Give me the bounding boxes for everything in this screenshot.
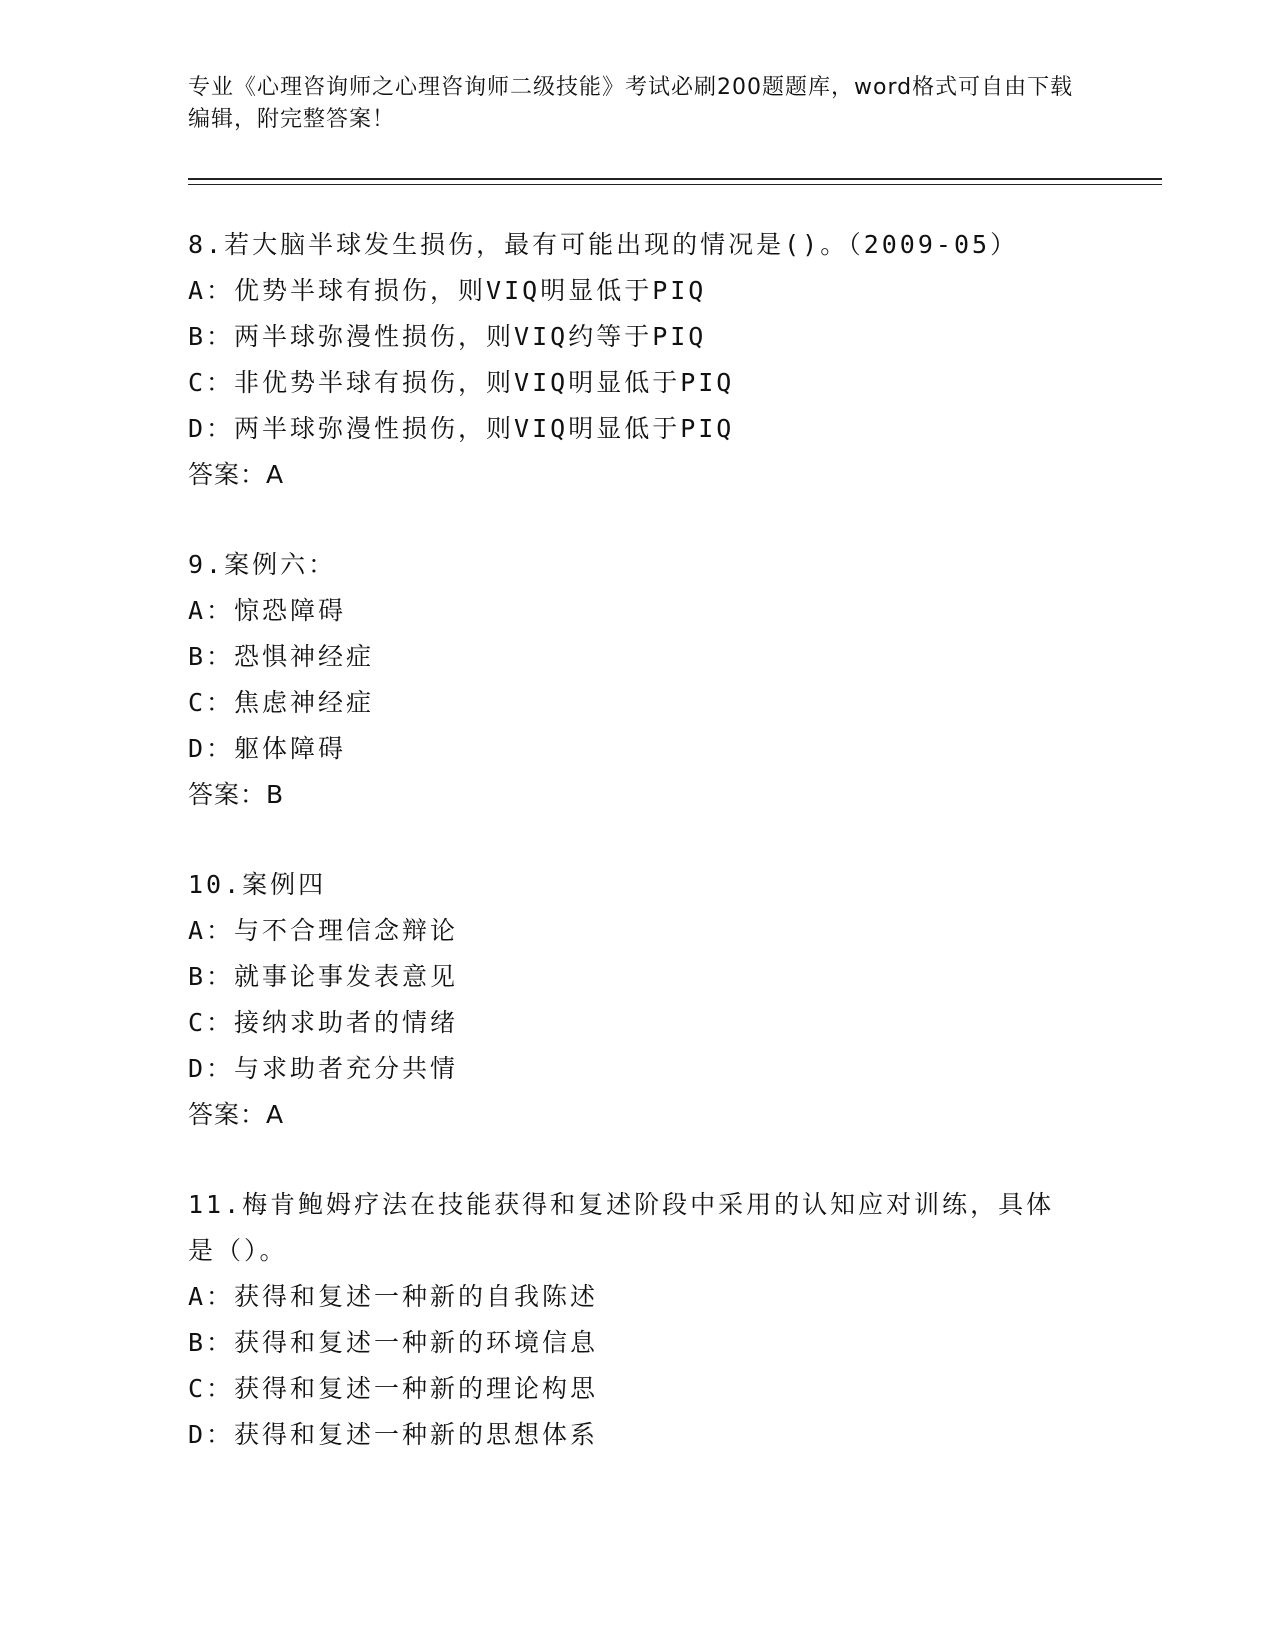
option-c: C：非优势半球有损伤，则VIQ明显低于PIQ	[188, 368, 735, 397]
document-header	[188, 72, 1088, 136]
option-a: A：惊恐障碍	[188, 596, 347, 625]
option-b: B：就事论事发表意见	[188, 962, 459, 991]
option-d: D：获得和复述一种新的思想体系	[188, 1420, 599, 1449]
header-title: 专业《心理咨询师之心理咨询师二级技能》考试必刷200题题库，word格式可自由下载编辑，附完整答案！	[188, 75, 1074, 132]
answer-label: 答案：B	[188, 780, 285, 809]
option-d: D：两半球弥漫性损伤，则VIQ明显低于PIQ	[188, 414, 735, 443]
option-d: D：躯体障碍	[188, 734, 347, 763]
question-stem: 10.案例四	[188, 870, 327, 899]
option-c: C：焦虑神经症	[188, 688, 375, 717]
header-divider-thick	[188, 178, 1162, 180]
question-10	[188, 862, 1138, 1138]
option-a: A：与不合理信念辩论	[188, 916, 459, 945]
option-c: C：获得和复述一种新的理论构思	[188, 1374, 599, 1403]
header-divider-thin	[188, 184, 1162, 185]
option-a: A：优势半球有损伤，则VIQ明显低于PIQ	[188, 276, 707, 305]
option-b: B：获得和复述一种新的环境信息	[188, 1328, 599, 1357]
question-8	[188, 222, 1138, 498]
option-d: D：与求助者充分共情	[188, 1054, 459, 1083]
answer-label: 答案：A	[188, 1100, 285, 1129]
option-a: A：获得和复述一种新的自我陈述	[188, 1282, 599, 1311]
question-11	[188, 1182, 1138, 1458]
question-stem: 9.案例六：	[188, 550, 337, 579]
question-stem: 8.若大脑半球发生损伤，最有可能出现的情况是()。（2009-05）	[188, 230, 1019, 259]
question-stem-line1: 11.梅肯鲍姆疗法在技能获得和复述阶段中采用的认知应对训练，具体	[188, 1190, 1055, 1219]
option-c: C：接纳求助者的情绪	[188, 1008, 459, 1037]
option-b: B：恐惧神经症	[188, 642, 375, 671]
option-b: B：两半球弥漫性损伤，则VIQ约等于PIQ	[188, 322, 707, 351]
question-9	[188, 542, 1138, 818]
answer-label: 答案：A	[188, 460, 285, 489]
question-stem-line2: 是（）。	[188, 1236, 288, 1265]
